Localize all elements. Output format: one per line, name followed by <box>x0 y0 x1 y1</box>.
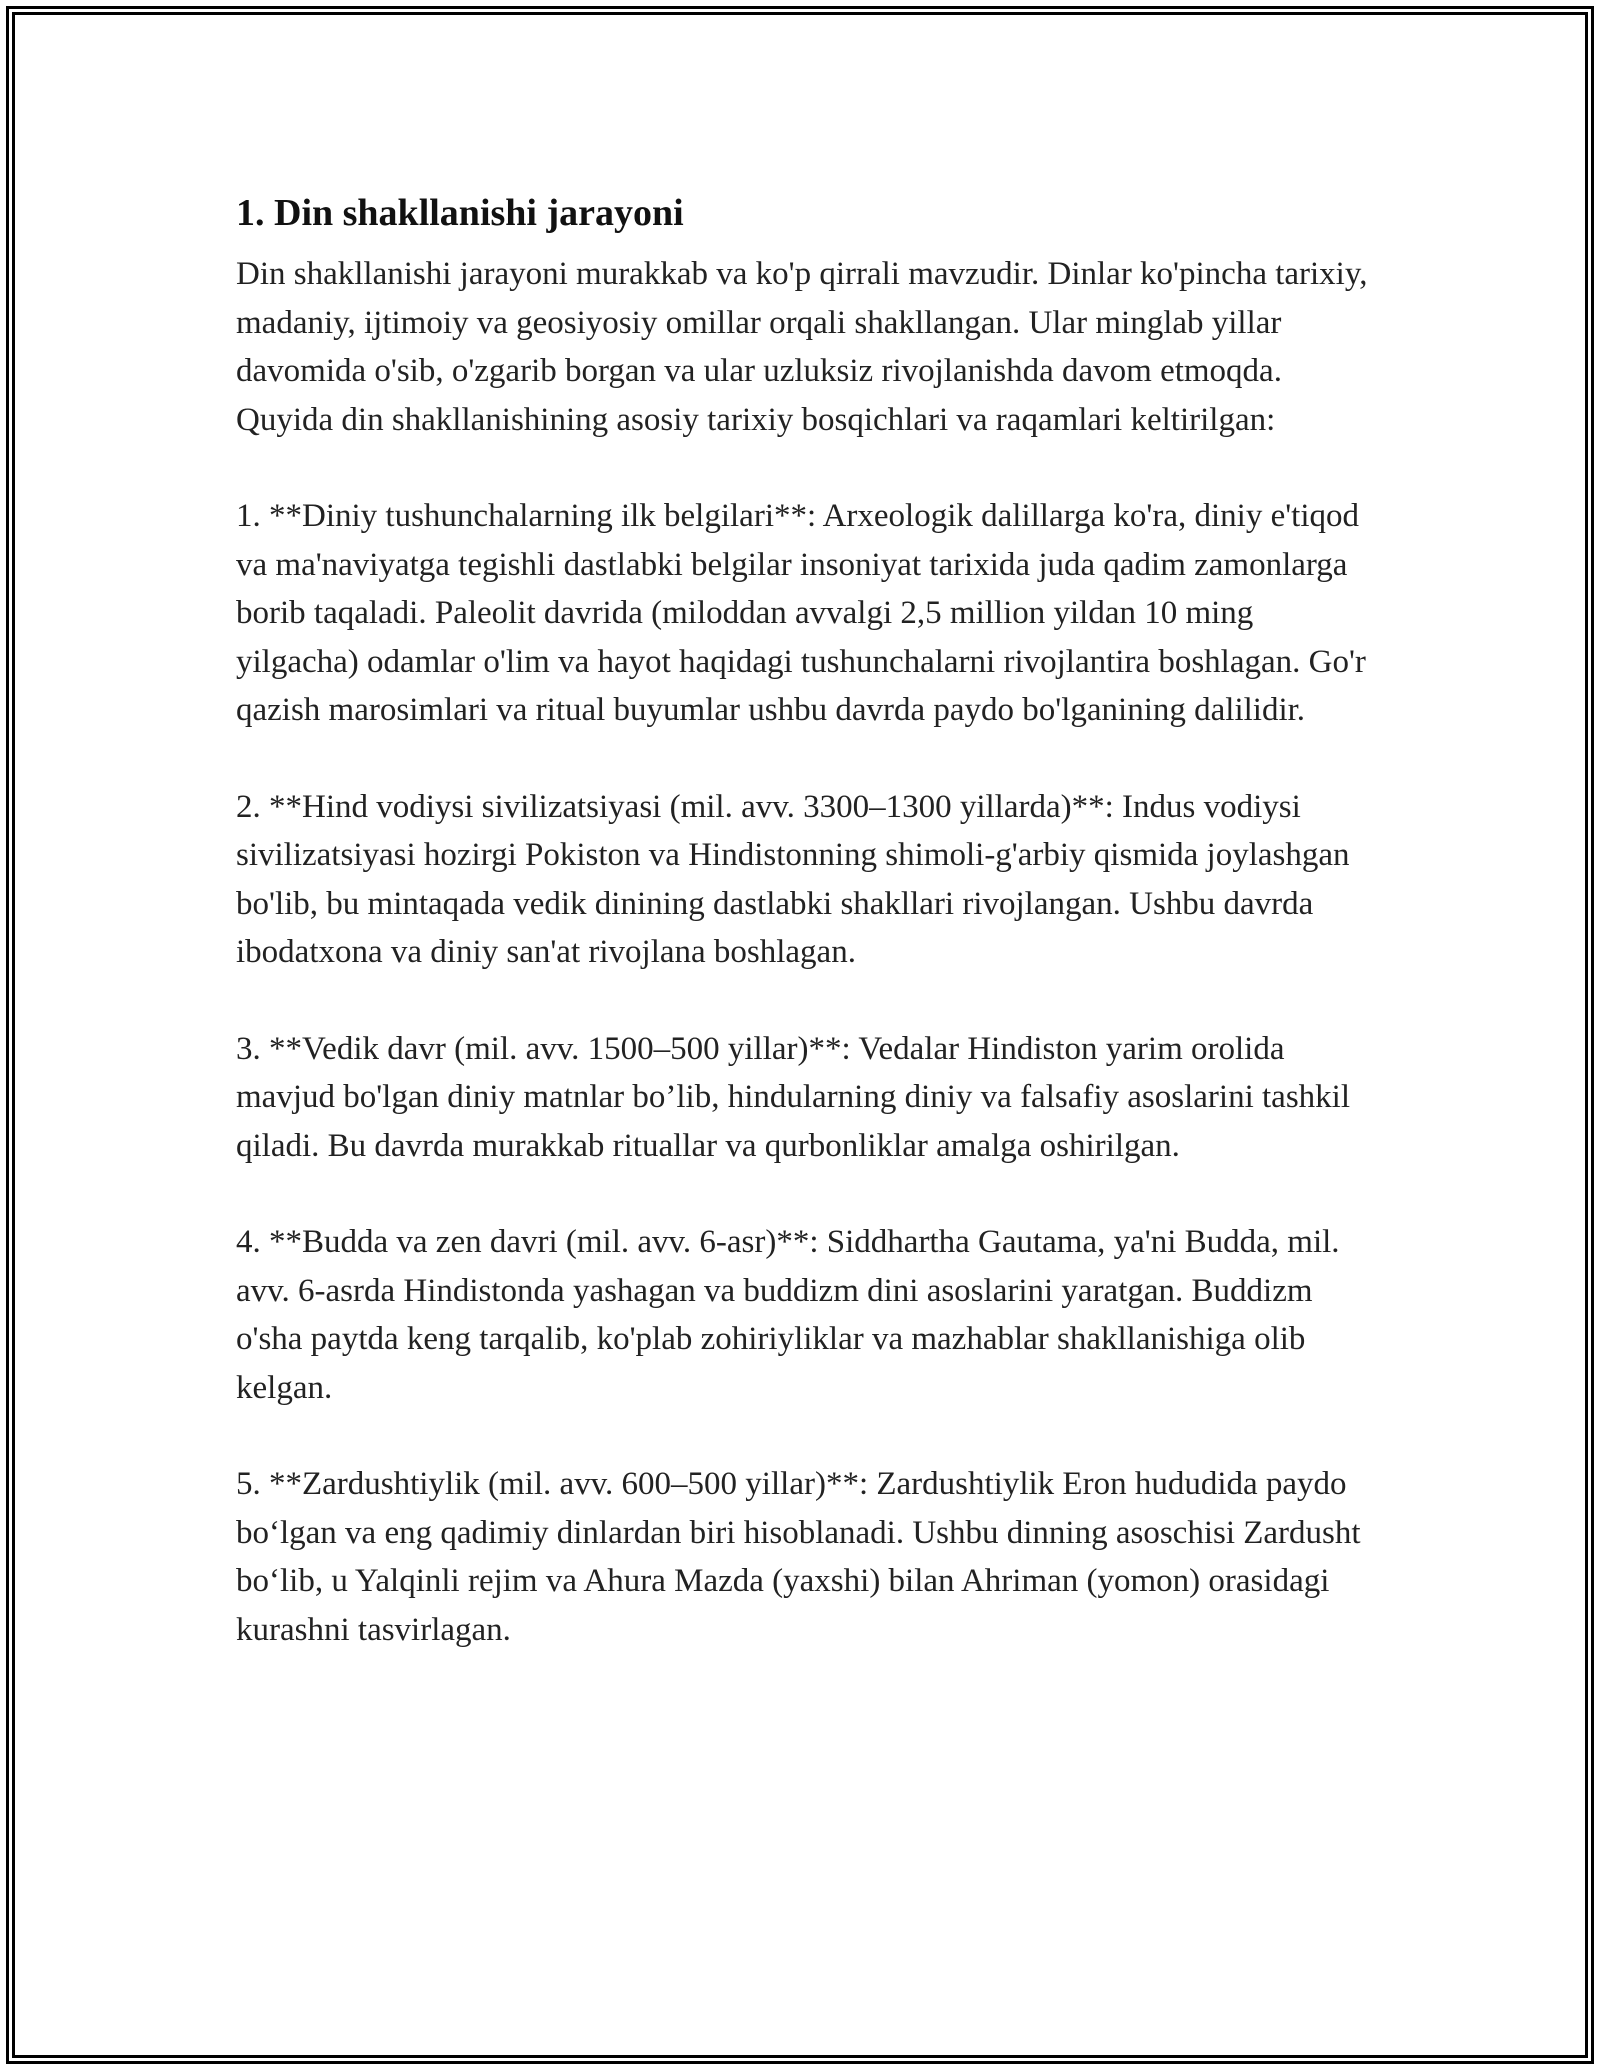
document-title: 1. Din shakllanishi jarayoni <box>236 192 684 234</box>
intro-paragraph: Din shakllanishi jarayoni murakkab va ko'p qirrali mavzudir. Dinlar ko'pincha tarixiy, madaniy, ijtimoiy va geosiyosiy omillar orqali shakllangan. Ular minglab yillar davomida o'sib, o'zgarib borgan va ular uzluksiz rivojlanishda davom etmoqda. Quyida din shakllanishining asosiy tarixiy bosqichlari va raqamlari keltirilgan: <box>236 256 1368 438</box>
paragraph-4: 4. **Budda va zen davri (mil. avv. 6-asr)**: Siddhartha Gautama, ya'ni Budda, mil. avv. 6-asrda Hindistonda yashagan va buddizm dini asoslarini yaratgan. Buddizm o'sha paytda keng tarqalib, ko'plab zohiriyliklar va mazhablar shakllanishiga olib kelgan. <box>236 1224 1340 1406</box>
paragraph-1: 1. **Diniy tushunchalarning ilk belgilari**: Arxeologik dalillarga ko'ra, diniy e'tiqod va ma'naviyatga tegishli dastlabki belgilar insoniyat tarixida juda qadim zamonlarga borib taqaladi. Paleolit davrida (miloddan avvalgi 2,5 million yildan 10 ming yilgacha) odamlar o'lim va hayot haqidagi tushunchalarni rivojlantira boshlagan. Go'r qazish marosimlari va ritual buyumlar ushbu davrda paydo bo'lganining dalilidir. <box>236 498 1366 728</box>
paragraph-2: 2. **Hind vodiysi sivilizatsiyasi (mil. avv. 3300–1300 yillarda)**: Indus vodiysi sivilizatsiyasi hozirgi Pokiston va Hindistonning shimoli-g'arbiy qismida joylashgan bo'lib, bu mintaqada vedik dinining dastlabki shakllari rivojlangan. Ushbu davrda ibodatxona va diniy san'at rivojlana boshlagan. <box>236 788 1350 970</box>
document-body <box>236 186 1376 1702</box>
paragraph-5: 5. **Zardushtiylik (mil. avv. 600–500 yillar)**: Zardushtiylik Eron hududida paydo bo‘lgan va eng qadimiy dinlardan biri hisoblanadi. Ushbu dinning asoschisi Zardusht bo‘lib, u Yalqinli rejim va Ahura Mazda (yaxshi) bilan Ahriman (yomon) orasidagi kurashni tasvirlagan. <box>236 1466 1361 1648</box>
paragraph-3: 3. **Vedik davr (mil. avv. 1500–500 yillar)**: Vedalar Hindiston yarim orolida mavjud bo'lgan diniy matnlar bo’lib, hindularning diniy va falsafiy asoslarini tashkil qiladi. Bu davrda murakkab rituallar va qurbonliklar amalga oshirilgan. <box>236 1030 1350 1164</box>
